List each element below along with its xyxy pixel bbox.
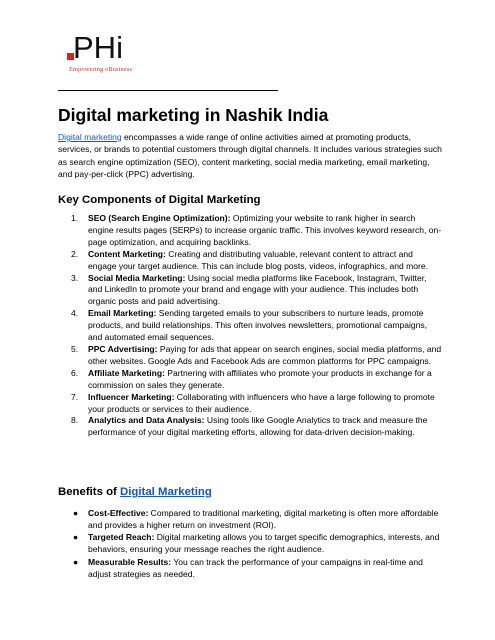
bullet-icon: ● <box>73 532 79 543</box>
list-item-term: Measurable Results: <box>88 556 172 567</box>
benefits-list <box>58 508 443 581</box>
list-item-term: Influencer Marketing: <box>88 391 175 402</box>
list-item <box>58 415 443 439</box>
list-number: 3. <box>71 272 79 283</box>
benefits-heading-prefix: Benefits of <box>58 486 121 498</box>
list-item-text: Partnering with affiliates who promote your products in exchange for a commission on sales they generate. <box>88 367 432 390</box>
list-item-text: Optimizing your website to rank higher in search engine results pages (SERPs) to increase organic traffic. This involves keyword research, on-page optimization, and acquiring backlinks. <box>88 213 442 247</box>
list-item-term: PPC Advertising: <box>88 343 158 354</box>
logo-wordmark: PHi <box>73 30 123 65</box>
list-item <box>58 249 443 273</box>
company-logo <box>67 32 177 73</box>
list-item-term: Affiliate Marketing: <box>88 367 165 378</box>
list-number: 8. <box>71 415 79 426</box>
logo-tagline: Empowering eBusiness <box>69 66 133 73</box>
list-item-term: Analytics and Data Analysis: <box>88 415 205 426</box>
header-divider <box>58 90 278 91</box>
list-item <box>58 532 443 556</box>
bullet-icon: ● <box>73 508 79 518</box>
list-item <box>58 273 443 309</box>
list-number: 1. <box>71 213 79 223</box>
list-item-text: Compared to traditional marketing, digital marketing is often more affordable and provides a higher return on investment (ROI). <box>88 508 439 530</box>
intro-link-digital-marketing[interactable]: Digital marketing <box>58 132 122 142</box>
bullet-icon: ● <box>73 556 79 567</box>
list-item-term: SEO (Search Engine Optimization): <box>88 213 231 223</box>
list-item-term: Content Marketing: <box>88 248 166 259</box>
list-item-term: Social Media Marketing: <box>88 272 186 283</box>
list-item-text: Collaborating with influencers who have a large following to promote your products or services to their audience. <box>88 391 435 414</box>
components-list <box>58 213 443 439</box>
list-item <box>58 344 443 368</box>
list-number: 6. <box>71 367 79 378</box>
list-item-term: Targeted Reach: <box>88 532 155 543</box>
list-item-text: Digital marketing allows you to target specific demographics, interests, and behaviors, ensuring your message reaches the right audience. <box>88 532 440 555</box>
intro-paragraph <box>58 131 443 180</box>
list-item-text: You can track the performance of your campaigns in real-time and adjust strategies as needed. <box>88 556 423 579</box>
benefits-link-digital-marketing[interactable]: Digital Marketing <box>120 486 212 498</box>
list-number: 2. <box>71 248 79 259</box>
logo-wordmark-block <box>67 32 177 64</box>
benefits-heading <box>58 485 212 500</box>
components-heading: Key Components of Digital Marketing <box>58 194 261 206</box>
list-item <box>58 557 443 581</box>
list-item <box>58 508 443 532</box>
list-item-term: Email Marketing: <box>88 308 157 319</box>
list-item <box>58 368 443 392</box>
list-item-text: Using social media platforms like Facebook, Instagram, Twitter, and LinkedIn to promote your brand and engage with your audience. This includes both organic posts and paid advertising. <box>88 272 427 307</box>
intro-text: encompasses a wide range of online activities aimed at promoting products, services, or brands to potential customers through digital channels. It includes various strategies such as search engine optimization (SEO), content marketing, social media marketing, email marketing, and pay-per-click (PPC) advertising. <box>58 132 442 179</box>
list-item-term: Cost-Effective: <box>88 508 149 518</box>
list-item-text: Paying for ads that appear on search engines, social media platforms, and other websites. Google Ads and Facebook Ads are common platforms for PPC campaigns. <box>88 343 442 366</box>
list-item <box>58 392 443 416</box>
list-item <box>58 213 443 249</box>
list-item-text: Sending targeted emails to your subscribers to nurture leads, promote products, and build relationships. This often involves newsletters, promotional campaigns, and automated email sequences. <box>88 308 428 343</box>
list-item <box>58 308 443 344</box>
page-title: Digital marketing in Nashik India <box>58 105 329 125</box>
list-number: 5. <box>71 343 79 354</box>
list-item-text: Creating and distributing valuable, relevant content to attract and engage your target audience. This can include blog posts, videos, infographics, and more. <box>88 248 429 271</box>
list-number: 4. <box>71 308 79 319</box>
list-number: 7. <box>71 391 79 402</box>
list-item-text: Using tools like Google Analytics to track and measure the performance of your digital marketing efforts, allowing for data-driven decision-making. <box>88 415 428 438</box>
